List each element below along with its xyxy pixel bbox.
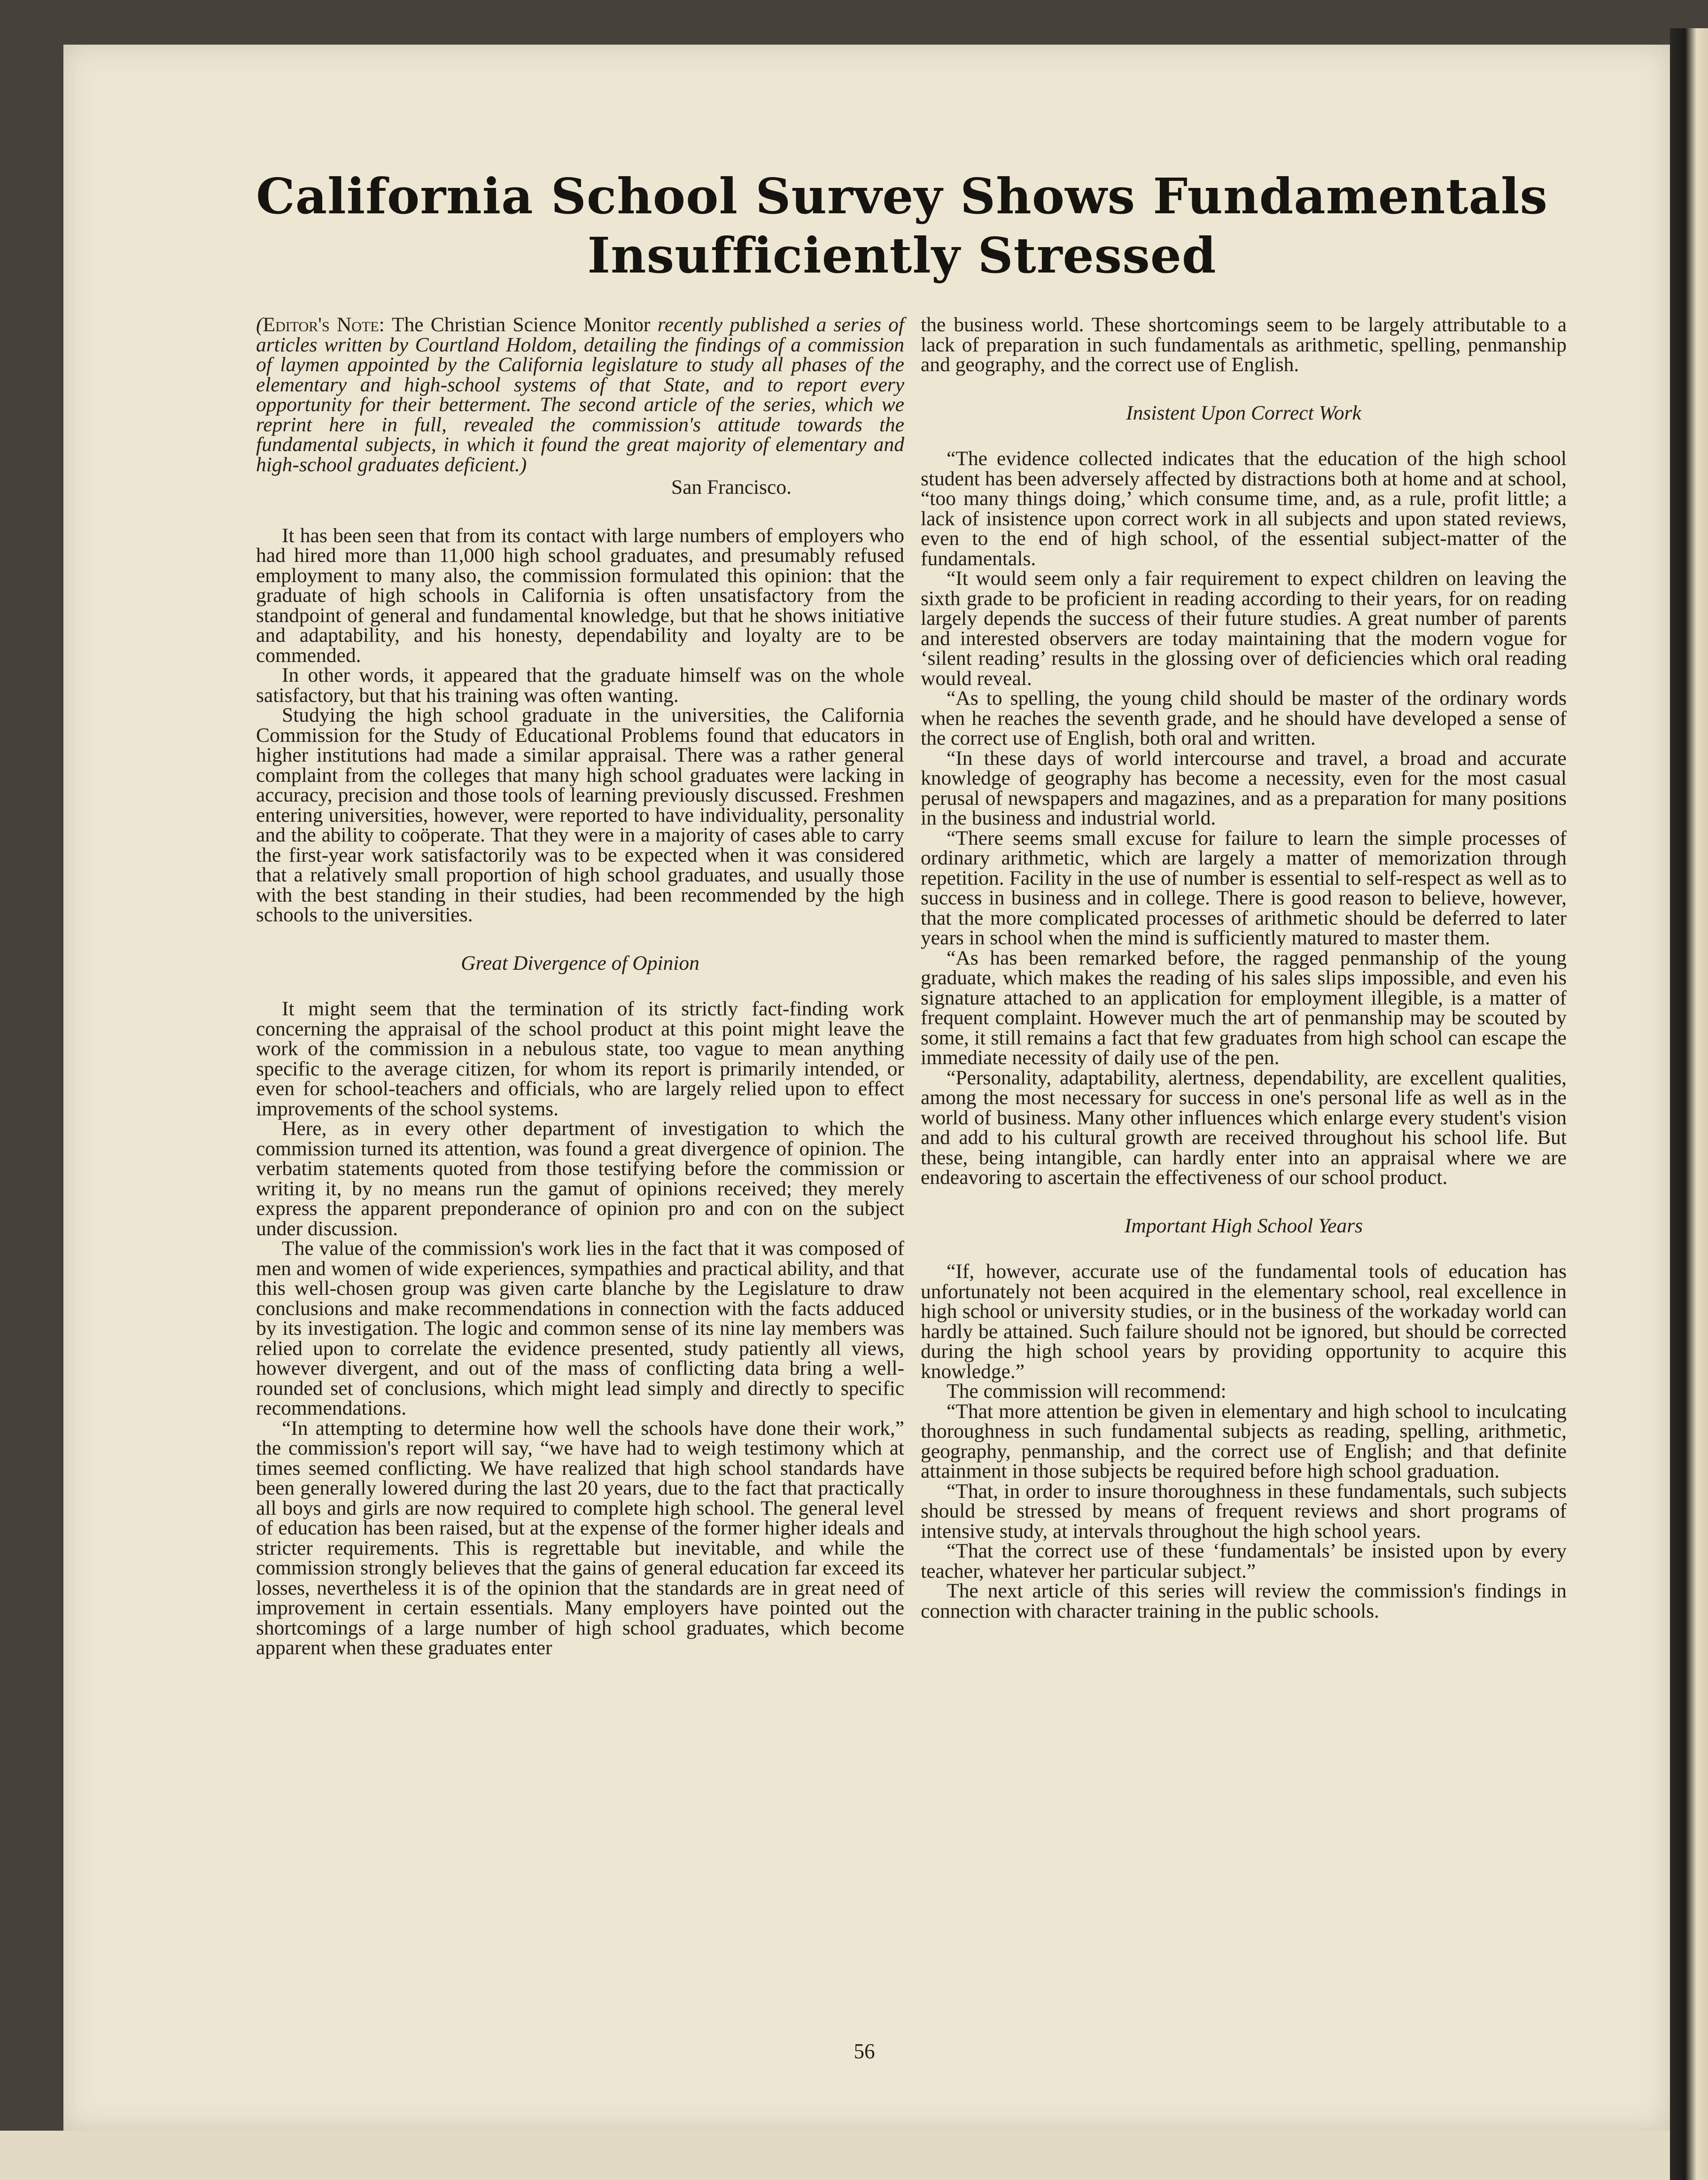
paragraph: “In these days of world intercourse and travel, a broad and accurate knowledge of geography has become a necessity, even for the most casual perusal of newspapers and magazines, and as a preparation for many positions in the business and industrial world.	[921, 747, 1567, 829]
paragraph: “As has been remarked before, the ragged penmanship of the young graduate, which makes the reading of his sales slips impossible, and even his signature attached to an application for employment illegible, is a matter of frequent complaint. However much the art of penmanship may be scouted by some, it still remains a fact that few graduates from high school can escape the immediate necessity of daily use of the pen.	[921, 946, 1567, 1069]
paragraph: Here, as in every other department of investigation to which the commission turned its attention, was found a great divergence of opinion. The verbatim statements quoted from those testifying before the commission or writing it, by no means run the gamut of opinions received; they merely express the apparent preponderance of opinion pro and con on the subject under discussion.	[256, 1117, 904, 1240]
editor-note: (Editor's Note: The Christian Science Monitor recently published a series of articles written by Courtland Holdom, detailing the findings of a commission of laymen appointed by the California legislature to study all phases of the elementary and high-school systems of that State, and to report every opportunity for their betterment. The second article of the series, which we reprint here in full, revealed the commission's attitude towards the fundamental subjects, in which it found the great majority of elementary and high-school graduates deficient.)	[256, 313, 905, 476]
section-heading: Great Divergence of Opinion	[461, 951, 699, 974]
paragraph: It has been seen that from its contact with large numbers of employers who had hired more than 11,000 high school graduates, and presumably refused employment to many also, the commission formulated this opinion: that the graduate of high schools in California is often unsatisfactory from the standpoint of general and fundamental knowledge, but that he shows initiative and adaptability, and his honesty, dependability and loyalty are to be commended.	[256, 524, 904, 667]
paragraph: “There seems small excuse for failure to learn the simple processes of ordinary arithmetic, which are largely a matter of memorization through repetition. Facility in the use of number is essential to self-respect as well as to success in business and in college. There is good reason to believe, however, that the more complicated processes of arithmetic should be deferred to later years in school when the mind is sufficiently matured to master them.	[921, 826, 1567, 949]
editor-note-label: Editor's Note:	[263, 313, 385, 336]
paragraph: The next article of this series will review the commission's findings in connection with character training in the public schools.	[921, 1580, 1567, 1622]
paragraph: the business world. These shortcomings seem to be largely attributable to a lack of preparation in such fundamentals as arithmetic, spelling, penmanship and geography, and the correct use of English.	[921, 313, 1567, 376]
editor-note-publication: The Christian Science Monitor	[391, 313, 651, 336]
paragraph: It might seem that the termination of its strictly fact-finding work concerning the appraisal of the school product at this point might leave the work of the commission in a nebulous state, too vague to mean anything specific to the average citizen, for whom its report is primarily intended, or even for school-teachers and officials, who are largely relied upon to effect improvements of the school systems.	[256, 997, 904, 1120]
paragraph: The commission will recommend:	[947, 1380, 1227, 1402]
paragraph: “Personality, adaptability, alertness, dependability, are excellent qualities, among the most necessary for success in one's personal life as well as in the world of business. Many other influences which enlarge every student's vision and add to his cultural growth are received throughout his school life. But these, being intangible, can hardly enter into an appraisal where we are endeavoring to ascertain the effectiveness of our school product.	[921, 1066, 1567, 1189]
paragraph: “If, however, accurate use of the fundamental tools of education has unfortunately not been acquired in the elementary school, real excellence in high school or university studies, or in the business of the workaday world can hardly be attained. Such failure should not be ignored, but should be corrected during the high school years by providing opportunity to acquire this knowledge.”	[921, 1260, 1567, 1383]
left-column	[256, 315, 904, 1658]
article-title: California School Survey Shows Fundamentals Insufficiently Stressed	[256, 167, 1548, 284]
paragraph: Studying the high school graduate in the universities, the California Commission for the Study of Educational Problems found that educators in higher institutions had made a similar appraisal. There was a rather general complaint from the colleges that many high school graduates were lacking in accuracy, precision and those tools of learning previously discussed. Freshmen entering universities, however, were reported to have individuality, personality and the ability to coöperate. That they were in a majority of cases able to carry the first-year work satisfactorily was to be expected when it was considered that a relatively small proportion of high school graduates, and usually those with the best standing in their studies, had been recommended by the high schools to the universities.	[256, 704, 904, 926]
paragraph: “That, in order to insure thoroughness in these fundamentals, such subjects should be stressed by means of frequent reviews and short programs of intensive study, at intervals throughout the high school years.	[921, 1479, 1567, 1542]
editor-note-text: recently published a series of articles written by Courtland Holdom, detailing the findings of a commission of laymen appointed by the California legislature to study all phases of the elementary and high-school systems of that State, and to report every opportunity for their betterment. The second article of the series, which we reprint here in full, revealed the commission's attitude towards the fundamental subjects, in which it found the great majority of elementary and high-school graduates deficient.)	[256, 313, 905, 476]
paragraph: “In attempting to determine how well the schools have done their work,” the commission's report will say, “we have had to weigh testimony which at times seemed conflicting. We have realized that high school standards have been generally lowered during the last 20 years, due to the fact that practically all boys and girls are now required to complete high school. The general level of education has been raised, but at the expense of the former higher ideals and stricter requirements. This is regrettable but inevitable, and while the commission strongly believes that the gains of general education far exceed its losses, nevertheless it is of the opinion that the standards are in great need of improvement in certain essentials. Many employers have pointed out the shortcomings of a large number of high school graduates, which become apparent when these graduates enter	[256, 1417, 904, 1659]
paragraph: “The evidence collected indicates that the education of the high school student has been adversely affected by distractions both at home and at school, “too many things doing,’ which consume time, and, as a rule, profit little; a lack of insistence upon correct work in all subjects and upon stated reviews, even to the end of high school, of the essential subject-matter of the fundamentals.	[921, 447, 1567, 570]
section-heading: Insistent Upon Correct Work	[1126, 401, 1361, 424]
dateline: San Francisco.	[671, 476, 792, 498]
book-spine	[1670, 28, 1708, 2180]
paragraph: In other words, it appeared that the graduate himself was on the whole satisfactory, but that his training was often wanting.	[256, 664, 904, 707]
paragraph: “That more attention be given in elementary and high school to inculcating thoroughness in such fundamental subjects as reading, spelling, arithmetic, geography, penmanship, and the correct use of English; and that definite attainment in those subjects be required before high school graduation.	[921, 1400, 1567, 1482]
right-column	[921, 315, 1567, 1621]
paragraph: “As to spelling, the young child should be master of the ordinary words when he reaches the seventh grade, and he should have developed a sense of the correct use of English, both oral and written.	[921, 687, 1567, 749]
paragraph: The value of the commission's work lies in the fact that it was composed of men and women of wide experiences, sympathies and practical ability, and that this well-chosen group was given carte blanche by the Legislature to draw conclusions and make recommendations in connection with the facts adduced by its investigation. The logic and common sense of its nine lay members was relied upon to correlate the evidence presented, study patiently all views, however divergent, and out of the mass of conflicting data bring a well-rounded set of conclusions, which might lead simply and directly to specific recommendations.	[256, 1237, 904, 1419]
paragraph: “It would seem only a fair requirement to expect children on leaving the sixth grade to be proficient in reading according to their years, for on reading largely depends the success of their future studies. A great number of parents and interested observers are today maintaining that the modern vogue for ‘silent reading’ results in the glossing over of deficiencies which oral reading would reveal.	[921, 567, 1567, 690]
page-number: 56	[854, 2040, 875, 2063]
section-heading: Important High School Years	[1124, 1214, 1363, 1237]
paragraph: “That the correct use of these ‘fundamentals’ be insisted upon by every teacher, whatever her particular subject.”	[921, 1540, 1567, 1582]
page-edge	[0, 2131, 1670, 2180]
